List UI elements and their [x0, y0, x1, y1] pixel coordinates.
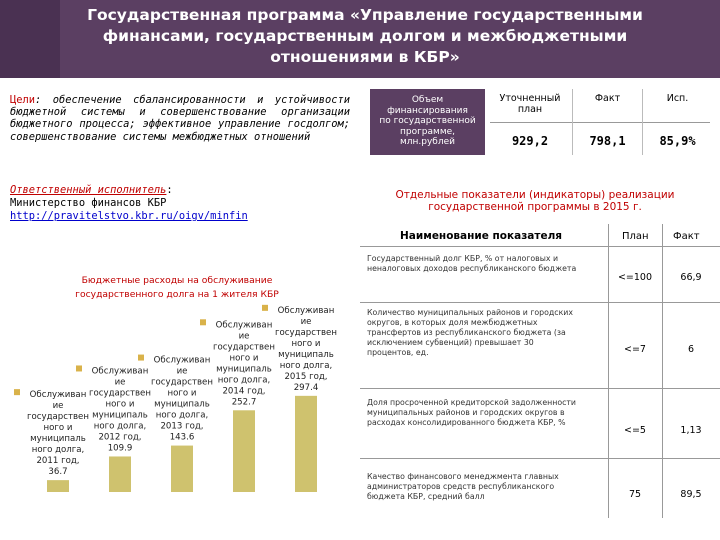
- row-divider: [360, 246, 720, 247]
- indicator-fact: 66,9: [680, 272, 702, 283]
- column-divider: [608, 224, 609, 518]
- chart-bar: [233, 410, 255, 492]
- legend-swatch: [14, 389, 20, 395]
- chart-data-label: государствен: [213, 342, 275, 353]
- financing-exec-value: 85,9%: [659, 134, 696, 148]
- row-divider: [360, 388, 720, 389]
- chart-data-label: ного долга,: [155, 410, 209, 421]
- page-title: Государственная программа «Управление государственными финансами, государственным долгом и межбюджетными отношениями в КБР»: [87, 6, 643, 66]
- chart-data-label: 109.9: [107, 443, 133, 454]
- chart-data-label: ного и: [167, 388, 197, 399]
- legend-swatch: [200, 319, 206, 325]
- debt-service-chart: [0, 300, 360, 540]
- chart-data-label: муниципаль: [216, 364, 272, 375]
- indicators-title: Отдельные показатели (индикаторы) реализации государственной программы в 2015 г.: [395, 189, 675, 213]
- chart-data-label: государствен: [89, 388, 151, 399]
- indicator-fact: 6: [687, 344, 695, 355]
- chart-data-label: Обслуживан: [153, 355, 211, 366]
- chart-data-label: 2012 год,: [98, 432, 142, 443]
- chart-data-label: муниципаль: [30, 434, 86, 445]
- indicator-fact: 89,5: [680, 489, 702, 500]
- legend-swatch: [262, 305, 268, 311]
- indicator-row-name: Количество муниципальных районов и городских округов, в которых доля межбюджетных трансфертов из республиканского бюджета (за исключением субвенций) превышает 30 процентов, ед.: [367, 308, 573, 357]
- chart-data-label: государствен: [151, 377, 213, 388]
- indicator-fact: 1,13: [680, 425, 702, 436]
- indicators-col-name: Наименование показателя: [400, 230, 563, 242]
- chart-data-label: Обслуживан: [277, 305, 335, 316]
- chart-data-label: Обслуживан: [91, 366, 149, 377]
- financing-header: Объем финансирования по государственной программе, млн.рублей: [370, 89, 485, 155]
- row-divider: [360, 302, 720, 303]
- chart-data-label: ного долга,: [279, 360, 333, 371]
- financing-divider: [642, 89, 643, 155]
- chart-data-label: муниципаль: [92, 410, 148, 421]
- financing-fact-value: 798,1: [589, 134, 626, 148]
- indicator-row-name: Доля просроченной кредиторской задолженности муниципальных районов и городских округов в расходах консолидированного бюджета КБР, %: [367, 398, 576, 427]
- chart-data-label: муниципаль: [154, 399, 210, 410]
- chart-data-label: ного долга,: [93, 421, 147, 432]
- chart-data-label: 36.7: [48, 467, 68, 478]
- chart-data-label: Обслуживан: [29, 390, 87, 401]
- chart-data-label: ие: [114, 377, 126, 388]
- indicator-plan: <=5: [624, 425, 646, 436]
- indicator-plan: <=100: [617, 272, 653, 283]
- indicators-col-plan: План: [622, 231, 649, 242]
- executor-link[interactable]: http://pravitelstvo.kbr.ru/oigv/minfin: [10, 210, 248, 222]
- chart-data-label: 2011 год,: [36, 456, 80, 467]
- chart-bar: [171, 446, 193, 492]
- chart-bar: [47, 480, 69, 492]
- financing-table: [370, 89, 710, 155]
- chart-bar: [109, 456, 131, 492]
- financing-col-plan: Уточненный план: [499, 93, 561, 115]
- chart-data-label: государствен: [27, 412, 89, 423]
- chart-data-label: ие: [176, 366, 188, 377]
- chart-data-label: 2013 год,: [160, 421, 204, 432]
- chart-data-label: Обслуживан: [215, 320, 273, 331]
- financing-col-exec: Исп.: [666, 93, 689, 104]
- executor-label: Ответственный исполнитель: [10, 184, 167, 196]
- financing-col-fact: Факт: [594, 93, 621, 104]
- executor-name: Министерство финансов КБР: [10, 197, 167, 209]
- legend-swatch: [76, 365, 82, 371]
- chart-data-label: ного и: [291, 338, 321, 349]
- chart-data-label: ного и: [43, 423, 73, 434]
- chart-bar: [295, 396, 317, 492]
- column-divider: [662, 224, 663, 518]
- executor-block: Ответственный исполнитель: Министерство финансов КБР http://pravitelstvo.kbr.ru/oigv/minfin: [10, 184, 340, 223]
- chart-data-label: ного и: [229, 353, 259, 364]
- financing-plan-value: 929,2: [511, 134, 549, 148]
- legend-swatch: [138, 355, 144, 361]
- chart-data-label: ного долга,: [217, 375, 271, 386]
- goals-label: Цели: [10, 94, 36, 106]
- financing-divider: [572, 89, 573, 155]
- financing-divider: [490, 122, 710, 123]
- chart-data-label: 297.4: [293, 382, 319, 393]
- chart-data-label: 252.7: [231, 397, 257, 408]
- title-banner: [0, 0, 720, 78]
- chart-data-label: 2014 год,: [222, 386, 266, 397]
- chart-data-label: ного долга,: [31, 445, 85, 456]
- chart-data-label: ного и: [105, 399, 135, 410]
- indicators-col-fact: Факт: [673, 231, 700, 242]
- indicator-row-name: Качество финансового менеджмента главных администраторов средств республиканского бюджета КБР, средний балл: [367, 472, 559, 501]
- chart-data-label: 2015 год,: [284, 371, 328, 382]
- chart-title: Бюджетные расходы на обслуживание государственного долга на 1 жителя КБР: [75, 275, 279, 300]
- chart-data-label: государствен: [275, 327, 337, 338]
- chart-data-label: 143.6: [169, 432, 195, 443]
- goals-body: : обеспечение сбалансированности и устойчивости бюджетной системы и совершенствование организации бюджетного процесса; эффективное управление госдолгом; совершенствование системы межбюджетных отношений: [10, 94, 350, 143]
- goals-text: [10, 94, 350, 143]
- indicator-plan: <=7: [624, 344, 646, 355]
- row-divider: [360, 458, 720, 459]
- chart-data-label: ие: [300, 316, 312, 327]
- chart-data-label: ие: [52, 401, 64, 412]
- chart-data-label: ие: [238, 331, 250, 342]
- indicator-plan: 75: [628, 489, 642, 500]
- indicator-row-name: Государственный долг КБР, % от налоговых и неналоговых доходов республиканского бюджета: [367, 254, 577, 273]
- chart-data-label: муниципаль: [278, 349, 334, 360]
